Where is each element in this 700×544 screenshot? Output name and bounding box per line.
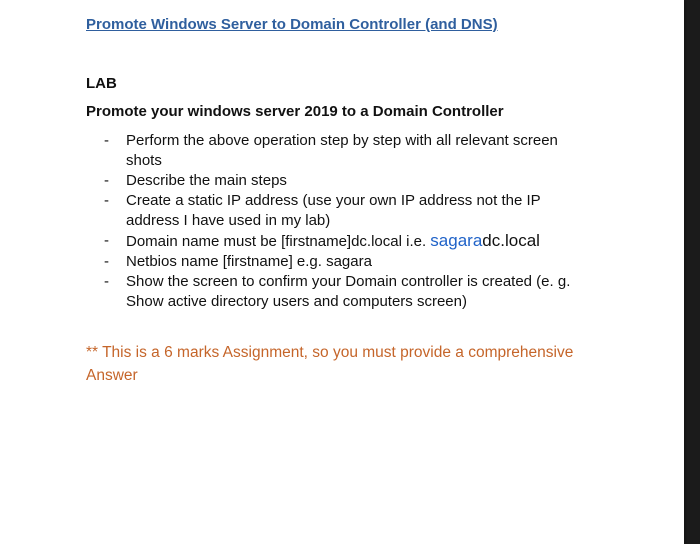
list-item	[104, 252, 594, 272]
assignment-note: ** This is a 6 marks Assignment, so you must provide a comprehensive Answer	[86, 344, 574, 384]
list-item	[104, 191, 594, 231]
task-text: Netbios name [firstname] e.g. sagara	[126, 253, 372, 270]
task-text: Perform the above operation step by step with all relevant screen shots	[126, 132, 558, 169]
domain-highlight: sagara	[430, 231, 483, 250]
list-item	[104, 171, 594, 191]
list-marker: -	[104, 172, 109, 189]
task-text: Domain name must be [firstname]dc.local i.e.	[126, 233, 431, 250]
list-marker: -	[104, 232, 109, 249]
task-text: Create a static IP address (use your own IP address not the IP address I have used in my lab)	[126, 192, 541, 229]
lab-heading: Promote your windows server 2019 to a Domain Controller	[86, 103, 504, 120]
list-item	[104, 272, 594, 312]
task-list	[104, 131, 594, 312]
task-text: Show the screen to confirm your Domain controller is created (e. g. Show active directory users and computers screen)	[126, 273, 571, 310]
task-text: Describe the main steps	[126, 172, 287, 189]
list-marker: -	[104, 192, 109, 209]
list-item	[104, 231, 594, 252]
list-marker: -	[104, 132, 109, 149]
section-label: LAB	[86, 75, 117, 92]
list-marker: -	[104, 273, 109, 290]
list-marker: -	[104, 253, 109, 270]
list-item	[104, 131, 594, 171]
domain-suffix: dc.local	[482, 231, 540, 250]
title-link[interactable]: Promote Windows Server to Domain Controller (and DNS)	[86, 16, 498, 33]
